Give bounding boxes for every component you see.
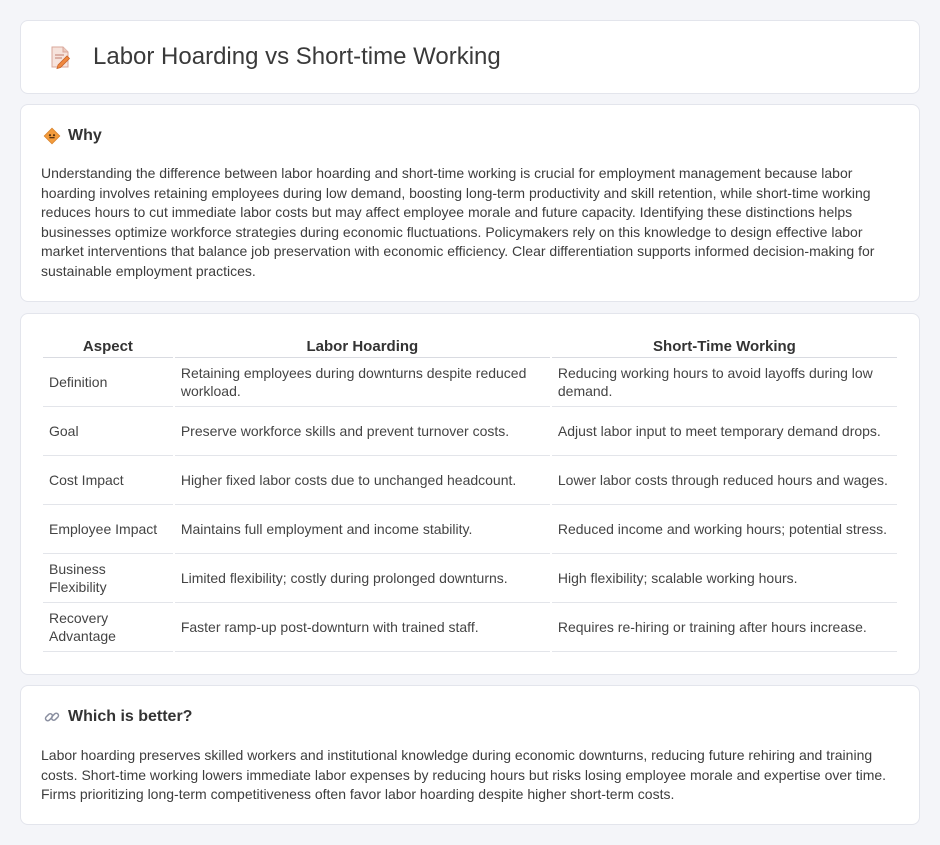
row-aspect: Business Flexibility [43,554,173,603]
document-pencil-icon [47,44,73,70]
row-labor-hoarding: Higher fixed labor costs due to unchanged headcount. [175,456,550,505]
why-title: Why [68,127,102,144]
better-heading [43,708,192,726]
row-aspect: Employee Impact [43,505,173,554]
better-title: Which is better? [68,708,193,725]
table-row [43,554,897,603]
row-labor-hoarding: Maintains full employment and income stability. [175,505,550,554]
row-short-time-working: Lower labor costs through reduced hours and wages. [552,456,897,505]
row-aspect: Cost Impact [43,456,173,505]
comparison-section [20,313,920,675]
table-row [43,407,897,456]
why-text: Understanding the difference between labor hoarding and short-time working is crucial for employment management because labor hoarding involves retaining employees during low demand, boosting long-term productivity and skill retention, while short-time working reduces hours to cut immediate labor costs but may affect employee morale and future capacity. Identifying these distinctions helps businesses optimize workforce strategies during economic fluctuations. Policymakers rely on this knowledge to design effective labor market interventions that balance job preservation with economic efficiency. Clear differentiation supports informed decision-making for sustainable employment practices. [41,165,875,279]
row-short-time-working: Requires re-hiring or training after hours increase. [552,603,897,652]
table-row [43,358,897,407]
link-icon [43,708,61,726]
table-row [43,603,897,652]
title-row [47,43,501,71]
row-labor-hoarding: Preserve workforce skills and prevent turnover costs. [175,407,550,456]
why-section [20,104,920,302]
comparison-table [41,334,899,652]
row-aspect: Recovery Advantage [43,603,173,652]
why-heading [43,127,102,145]
header-labor-hoarding: Labor Hoarding [175,334,550,358]
row-short-time-working: High flexibility; scalable working hours. [552,554,897,603]
row-labor-hoarding: Retaining employees during downturns despite reduced workload. [175,358,550,407]
table-header-row [43,334,897,358]
better-text: Labor hoarding preserves skilled workers and institutional knowledge during economic downturns, reducing future rehiring and training costs. Short-time working lowers immediate labor expenses by reducing hours but risks losing employee morale and expertise over time. Firms prioritizing long-term competitiveness often favor labor hoarding despite higher short-term costs. [41,747,887,802]
row-labor-hoarding: Faster ramp-up post-downturn with trained staff. [175,603,550,652]
row-aspect: Goal [43,407,173,456]
row-short-time-working: Reduced income and working hours; potential stress. [552,505,897,554]
row-short-time-working: Adjust labor input to meet temporary demand drops. [552,407,897,456]
table-row [43,456,897,505]
header-card [20,20,920,94]
row-aspect: Definition [43,358,173,407]
page-title: Labor Hoarding vs Short-time Working [93,43,501,70]
header-aspect: Aspect [43,334,173,358]
row-short-time-working: Reducing working hours to avoid layoffs during low demand. [552,358,897,407]
diamond-sign-icon [43,127,61,145]
table-row [43,505,897,554]
header-short-time-working: Short-Time Working [552,334,897,358]
row-labor-hoarding: Limited flexibility; costly during prolonged downturns. [175,554,550,603]
which-better-section [20,685,920,825]
